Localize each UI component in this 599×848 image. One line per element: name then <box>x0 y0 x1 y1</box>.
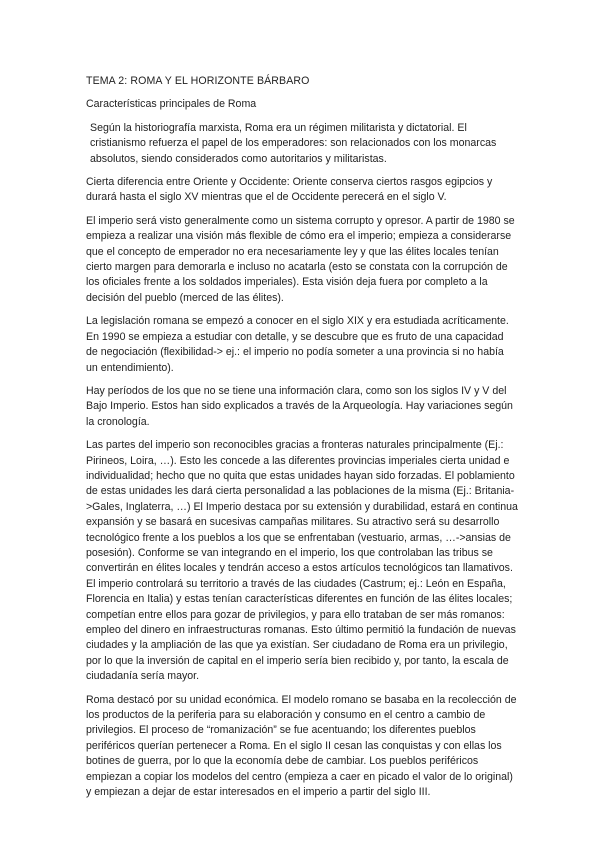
paragraph-7: Roma destacó por su unidad económica. El modelo romano se basaba en la recolección de los productos de la periferia para su elaboración y consumo en el centro a cambio de privilegios. El proceso de “romanización” se fue acentuando; los diferentes pueblos periféricos querían pertenecer a Roma. En el siglo II cesan las conquistas y con ellas los botines de guerra, por lo que la economía debe de cambiar. Los pueblos periféricos empiezan a copiar los modelos del centro (empieza a caer en picado el valor de lo original) y empiezan a dejar de estar interesados en el imperio a partir del siglo III. <box>86 693 517 799</box>
paragraph-2: Cierta diferencia entre Oriente y Occidente: Oriente conserva ciertos rasgos egipcios y durará hasta el siglo XV mientras que el de Occidente perecerá en el siglo V. <box>86 176 493 204</box>
paragraph-6: Las partes del imperio son reconocibles gracias a fronteras naturales principalmente (Ej.: Pirineos, Loira, …). Esto les concede a las diferentes provincias imperiales cierta unidad e individualidad; hecho que no quita que estas unidades hayan sido forzadas. El poblamiento de estas unidades les dará cierta personalidad a las poblaciones de la misma (Ej.: Britania->Gales, Inglaterra, …) El Imperio destaca por su extensión y durabilidad, estará en continua expansión y se basará en sucesivas campañas militares. Su atractivo será su desarrollo tecnológico frente a los pueblos a los que se enfrentaban (vestuario, armas, …->ansias de posesión). Conforme se van integrando en el imperio, los que controlaban las tribus se convertirán en élites locales y tendrán acceso a estos artículos tecnológicos tan llamativos. El imperio controlará su territorio a través de las ciudades (Castrum; ej.: León en España, Florencia en Italia) y estas tenían características diferentes en función de las élites locales; competían entre ellos para gozar de privilegios, y para ello trataban de ser más romanos: empleo del dinero en infraestructuras romanas. Esto último permitió la fundación de nuevas ciudades y la ampliación de las que ya existían. Ser ciudadano de Roma era un privilegio, por lo que la inversión de capital en el imperio sería bien recibido y, por tanto, la escala de ciudadanía sería mayor. <box>86 439 518 683</box>
document-title: TEMA 2: ROMA Y EL HORIZONTE BÁRBARO <box>86 75 310 87</box>
document-body <box>86 74 518 808</box>
paragraph-4: La legislación romana se empezó a conocer en el siglo XIX y era estudiada acríticamente. En 1990 se empieza a estudiar con detalle, y se descubre que es fruto de una capacidad de negociación (flexibilidad-> ej.: el imperio no podía someter a una provincia si no había un entendimiento). <box>86 315 509 374</box>
paragraph-5: Hay períodos de los que no se tiene una información clara, como son los siglos IV y V del Bajo Imperio. Estos han sido explicados a través de la Arqueología. Hay variaciones según la cronología. <box>86 384 513 428</box>
paragraph-1: Según la historiografía marxista, Roma era un régimen militarista y dictatorial. El cristianismo refuerza el papel de los emperadores: son relacionados con los monarcas absolutos, siendo considerados como autoritarios y militaristas. <box>90 121 497 165</box>
section-heading: Características principales de Roma <box>86 98 257 111</box>
paragraph-3: El imperio será visto generalmente como un sistema corrupto y opresor. A partir de 1980 se empieza a realizar una visión más flexible de cómo era el imperio; empieza a considerarse que el concepto de emperador no era necesariamente ley y que las élites locales tenían cierto margen para demorarla e incluso no acatarla (esto se constata con la corrupción de los oficiales frente a los soldados imperiales). Esta visión deja fuera por completo a la decisión del pueblo (merced de las élites). <box>86 214 515 304</box>
